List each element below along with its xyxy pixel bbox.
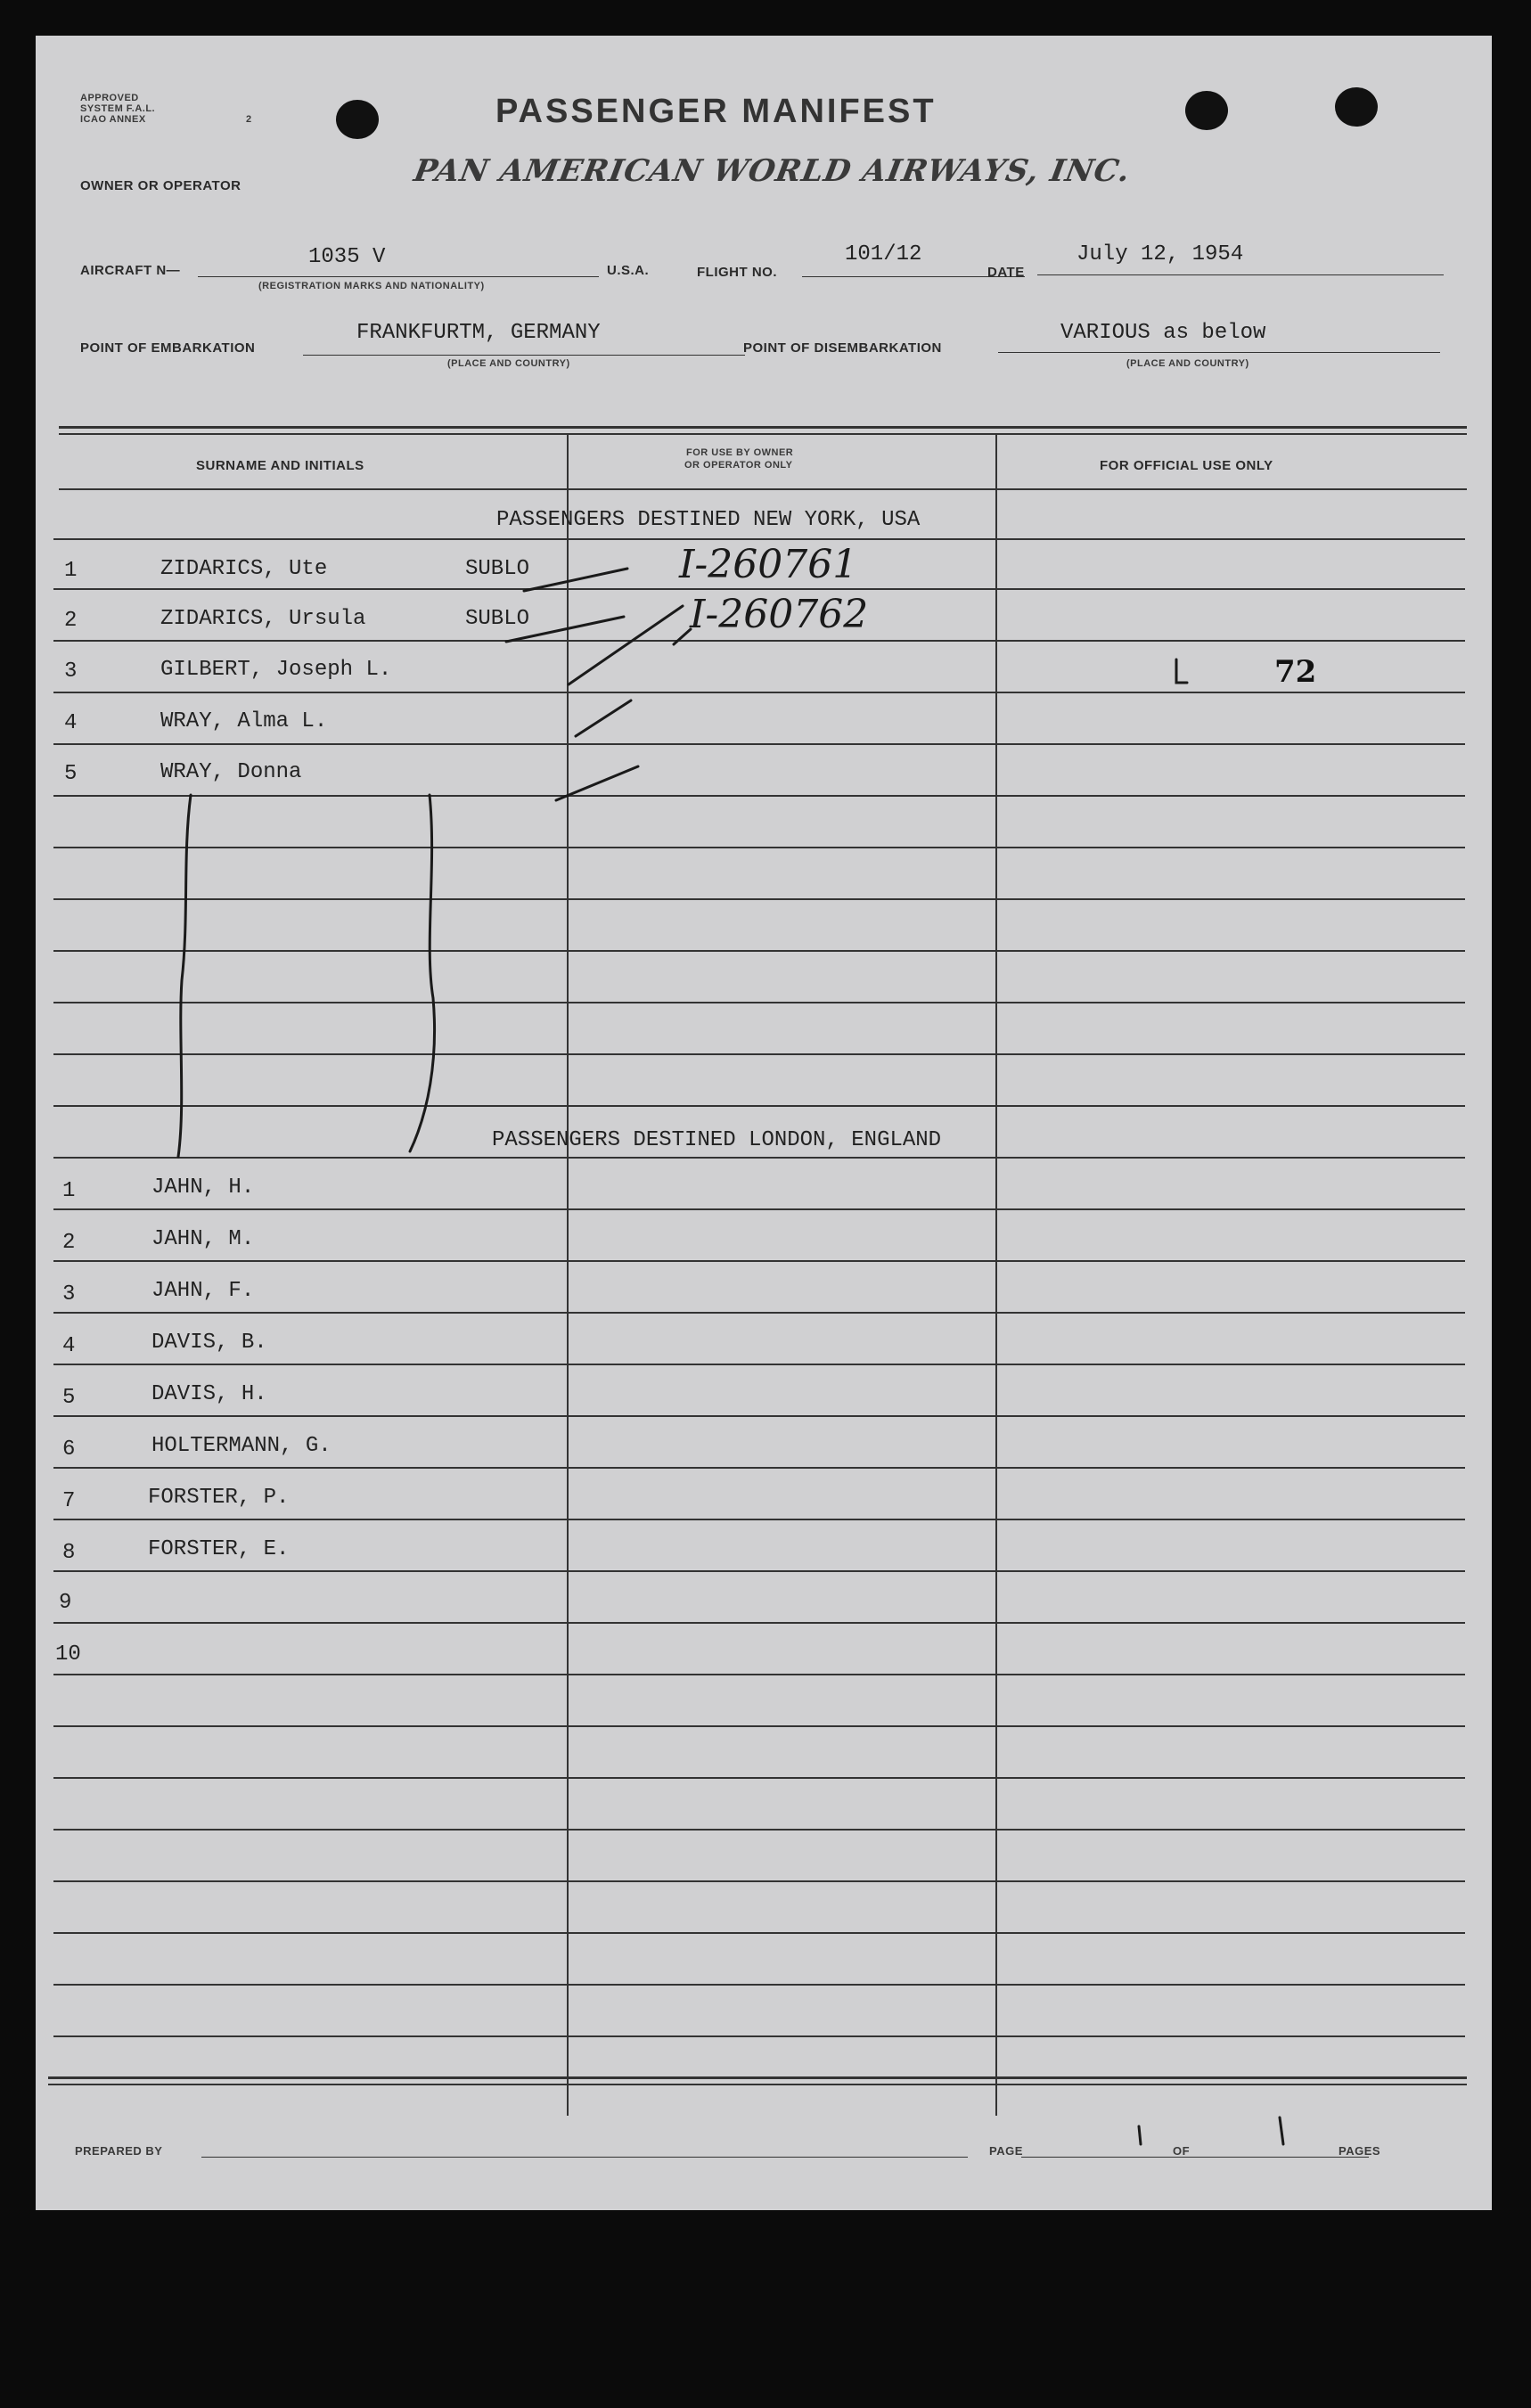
- disembark-note: (PLACE AND COUNTRY): [1126, 358, 1249, 369]
- table-row-line: [53, 1622, 1465, 1624]
- table-row-line: [53, 1105, 1465, 1107]
- flight-value: 101/12: [845, 242, 922, 266]
- passenger-name: WRAY, Alma L.: [160, 709, 328, 733]
- row-number: 4: [62, 1334, 76, 1358]
- table-top-rule-1: [59, 426, 1467, 429]
- row-number: 1: [62, 1179, 76, 1203]
- table-row-line: [53, 1157, 1465, 1159]
- passenger-name: FORSTER, E.: [148, 1537, 290, 1561]
- row-number: 5: [62, 1386, 76, 1410]
- check-mark: [569, 606, 683, 684]
- approval-line-3: ICAO ANNEX: [80, 114, 146, 125]
- passenger-name: DAVIS, B.: [151, 1331, 267, 1355]
- official-mark: [1176, 659, 1187, 683]
- table-row-line: [53, 1725, 1465, 1727]
- passenger-name: HOLTERMANN, G.: [151, 1434, 332, 1458]
- table-row-line: [53, 1674, 1465, 1675]
- row-number: 1: [64, 559, 78, 583]
- page-underline: [1021, 2157, 1369, 2158]
- approval-line-1: APPROVED: [80, 93, 139, 103]
- row-number: 5: [64, 762, 78, 786]
- col-official-header: FOR OFFICIAL USE ONLY: [1100, 458, 1273, 473]
- col-divider-2: [995, 435, 997, 2116]
- group-heading-london: PASSENGERS DESTINED LONDON, ENGLAND: [492, 1128, 942, 1152]
- of-label: OF: [1173, 2144, 1191, 2158]
- passenger-note: SUBLO: [465, 557, 530, 581]
- table-row-line: [53, 1519, 1465, 1520]
- row-number: 2: [62, 1231, 76, 1255]
- table-row-line: [53, 795, 1465, 797]
- embark-label: POINT OF EMBARKATION: [80, 340, 256, 356]
- col-divider-1: [567, 435, 569, 2116]
- group-heading-new-york: PASSENGERS DESTINED NEW YORK, USA: [496, 508, 921, 532]
- table-row-line: [53, 1415, 1465, 1417]
- document-number: I-260762: [690, 592, 869, 637]
- approval-extra: 2: [246, 114, 252, 125]
- disembark-label: POINT OF DISEMBARKATION: [743, 340, 942, 356]
- table-row-line: [53, 538, 1465, 540]
- table-row-line: [53, 1984, 1465, 1986]
- col-name-header: SURNAME AND INITIALS: [196, 458, 364, 473]
- registration-note: (REGISTRATION MARKS AND NATIONALITY): [258, 281, 485, 291]
- table-row-line: [53, 1364, 1465, 1365]
- handwritten-checkmarks: [36, 36, 1492, 2210]
- table-row-line: [53, 1880, 1465, 1882]
- punch-hole-mid: [1185, 91, 1228, 130]
- col-owner-header-2: OR OPERATOR ONLY: [684, 460, 793, 471]
- footer-rule-1: [48, 2076, 1467, 2079]
- table-row-line: [53, 692, 1465, 693]
- date-underline: [1037, 274, 1444, 275]
- owner-label: OWNER OR OPERATOR: [80, 178, 242, 193]
- page-title: PASSENGER MANIFEST: [495, 93, 937, 130]
- table-row-line: [53, 1260, 1465, 1262]
- flight-label: FLIGHT NO.: [697, 265, 777, 280]
- passenger-name: JAHN, F.: [151, 1279, 255, 1303]
- date-value: July 12, 1954: [1077, 242, 1244, 266]
- table-row-line: [53, 640, 1465, 642]
- table-row-line: [53, 847, 1465, 848]
- embark-value: FRANKFURTM, GERMANY: [356, 321, 601, 345]
- row-number: 4: [64, 711, 78, 735]
- row-number: 3: [64, 659, 78, 684]
- row-number: 7: [62, 1489, 76, 1513]
- table-row-line: [53, 743, 1465, 745]
- passenger-name: ZIDARICS, Ursula: [160, 607, 366, 631]
- operator-name: PAN AMERICAN WORLD AIRWAYS, INC.: [411, 153, 1134, 189]
- table-row-line: [53, 1777, 1465, 1779]
- table-row-line: [53, 1932, 1465, 1934]
- prepared-underline: [201, 2157, 968, 2158]
- table-row-line: [53, 1208, 1465, 1210]
- brace-right: [410, 795, 435, 1151]
- embark-underline: [303, 355, 745, 356]
- passenger-name: WRAY, Donna: [160, 760, 302, 784]
- table-row-line: [53, 1829, 1465, 1831]
- row-number: 3: [62, 1282, 76, 1306]
- document-number: I-260761: [679, 542, 858, 587]
- aircraft-underline: [198, 276, 599, 277]
- table-row-line: [53, 950, 1465, 952]
- passenger-name: JAHN, H.: [151, 1175, 255, 1200]
- prepared-label: PREPARED BY: [75, 2144, 163, 2158]
- check-mark: [674, 629, 691, 644]
- footer-rule-2: [48, 2084, 1467, 2085]
- passenger-name: DAVIS, H.: [151, 1382, 267, 1406]
- date-label: DATE: [987, 265, 1025, 280]
- disembark-underline: [998, 352, 1440, 353]
- row-number: 8: [62, 1541, 76, 1565]
- usa-label: U.S.A.: [607, 263, 650, 278]
- row-number: 2: [64, 609, 78, 633]
- table-row-line: [53, 1002, 1465, 1003]
- aircraft-value: 1035 V: [308, 245, 386, 269]
- aircraft-label: AIRCRAFT N—: [80, 263, 181, 278]
- table-row-line: [53, 898, 1465, 900]
- table-row-line: [53, 1312, 1465, 1314]
- manifest-page: [36, 36, 1492, 2210]
- check-mark: [576, 700, 631, 736]
- punch-hole-right: [1335, 87, 1378, 127]
- passenger-name: JAHN, M.: [151, 1227, 255, 1251]
- passenger-name: GILBERT, Joseph L.: [160, 658, 392, 682]
- of-mark: [1280, 2117, 1283, 2144]
- table-row-line: [53, 588, 1465, 590]
- table-row-line: [53, 2035, 1465, 2037]
- col-owner-header-1: FOR USE BY OWNER: [686, 447, 794, 458]
- official-number: 72: [1274, 654, 1317, 690]
- table-row-line: [53, 1467, 1465, 1469]
- row-number: 9: [59, 1591, 72, 1615]
- page-label: PAGE: [989, 2144, 1023, 2158]
- approval-line-2: SYSTEM F.A.L.: [80, 103, 156, 114]
- disembark-value: VARIOUS as below: [1060, 321, 1266, 345]
- brace-left: [178, 795, 191, 1157]
- passenger-name: FORSTER, P.: [148, 1486, 290, 1510]
- table-row-line: [53, 1053, 1465, 1055]
- passenger-name: ZIDARICS, Ute: [160, 557, 328, 581]
- page-mark: [1139, 2126, 1141, 2144]
- punch-hole-left: [336, 100, 379, 139]
- table-row-line: [53, 1570, 1465, 1572]
- pages-label: PAGES: [1339, 2144, 1381, 2158]
- embark-note: (PLACE AND COUNTRY): [447, 358, 570, 369]
- row-number: 10: [55, 1642, 81, 1667]
- header-bottom-rule: [59, 488, 1467, 490]
- passenger-note: SUBLO: [465, 607, 530, 631]
- table-top-rule-2: [59, 433, 1467, 435]
- row-number: 6: [62, 1437, 76, 1462]
